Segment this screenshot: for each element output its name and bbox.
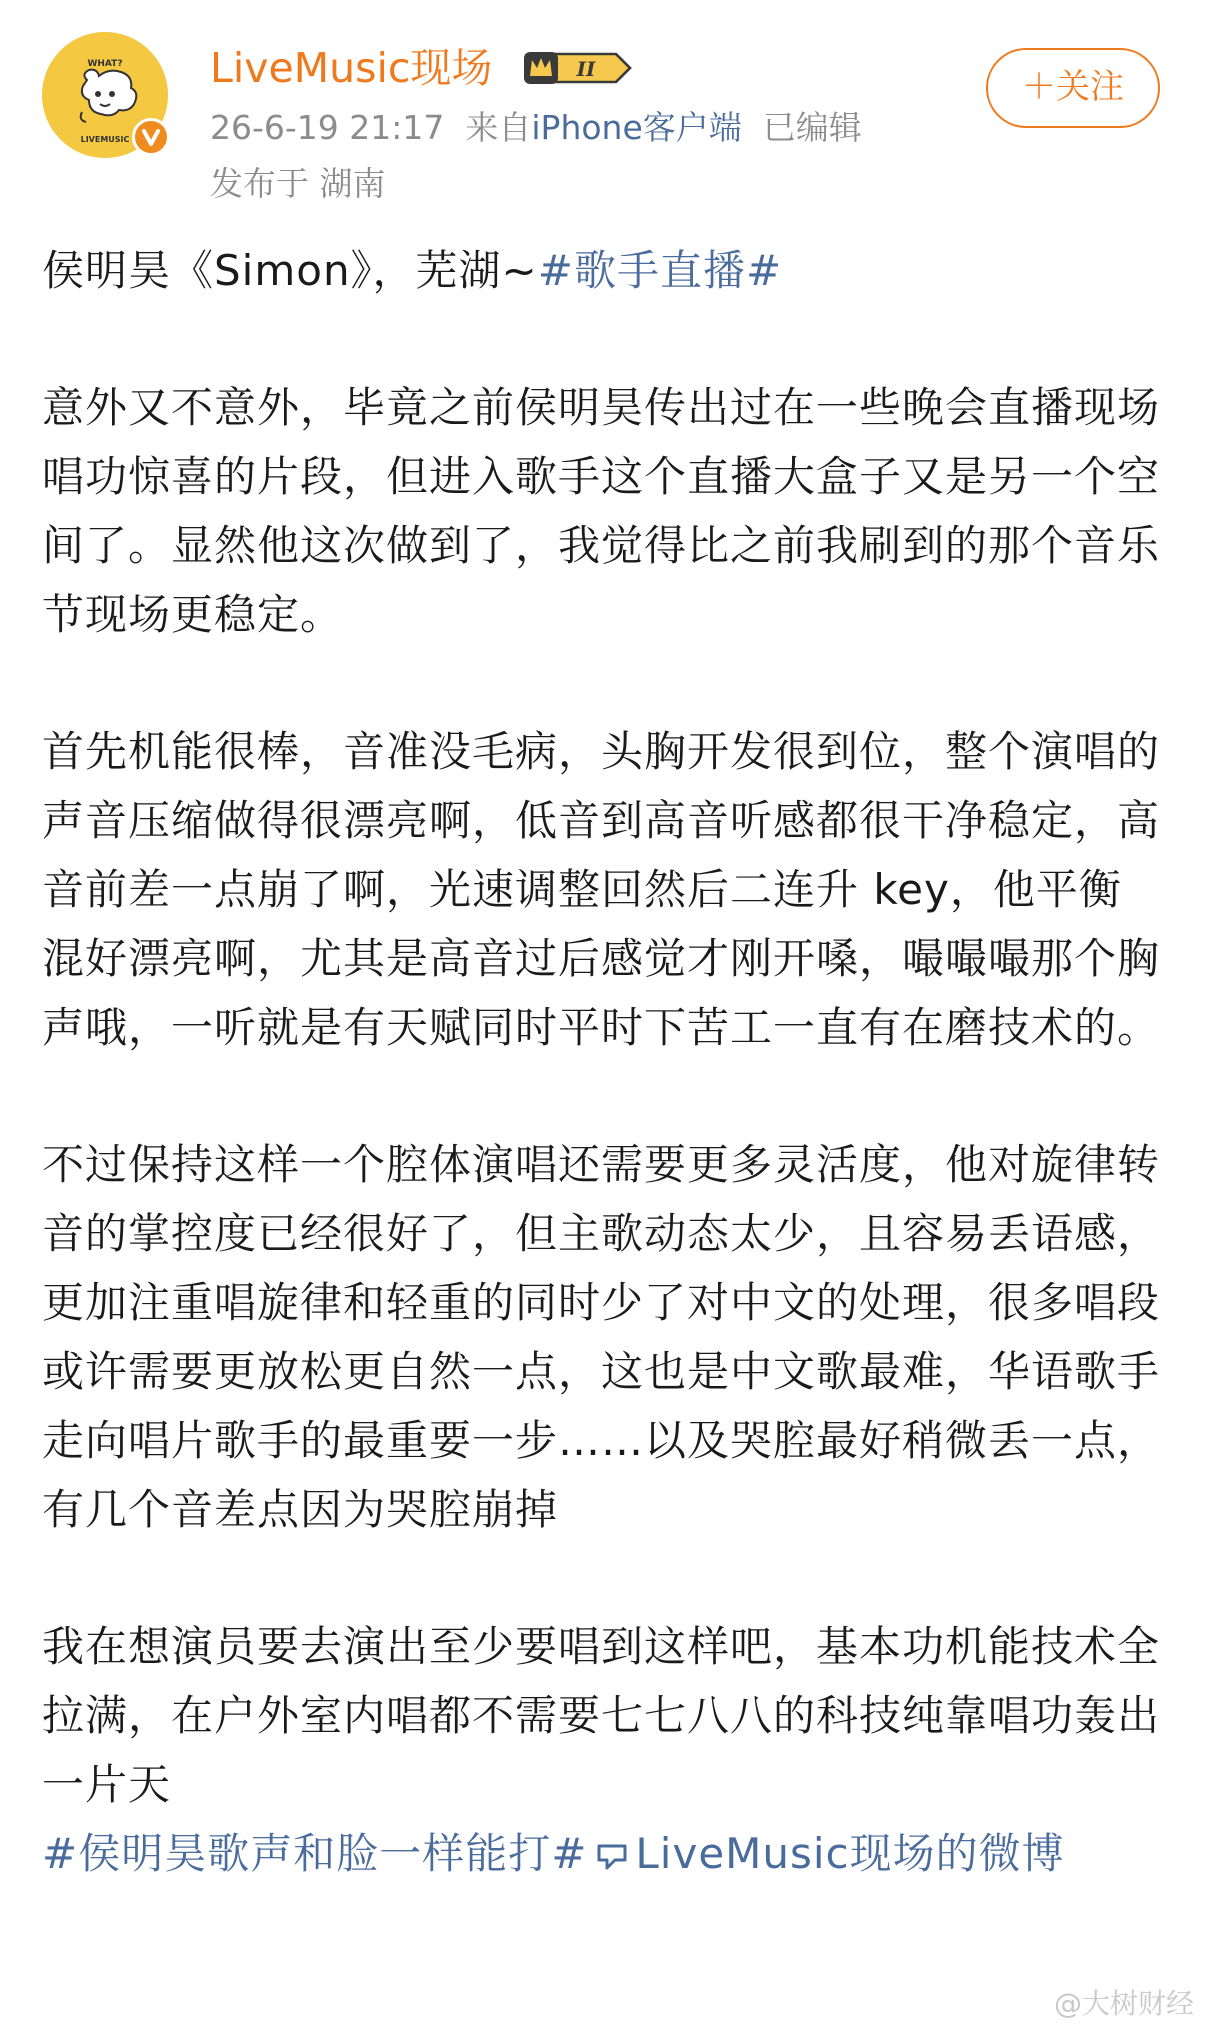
- edited-label[interactable]: 已编辑: [762, 108, 862, 147]
- paragraph-5-text: 我在想演员要去演出至少要唱到这样吧，基本功机能技术全拉满，在户外室内唱都不需要七七八八的科技纯靠唱功轰出一片天: [42, 1622, 1161, 1809]
- paragraph-3: 首先机能很棒，音准没毛病，头胸开发很到位，整个演唱的声音压缩做得很漂亮啊，低音到高音听感都很干净稳定，高音前差一点崩了啊，光速调整回然后二连升 key，他平衡混好漂亮啊，尤其是高音过后感觉才刚开嗓，嘬嘬嘬那个胸声哦，一听就是有天赋同时平时下苦工一直有在磨技术的。: [42, 727, 1161, 1052]
- from-prefix: 来自: [465, 108, 532, 147]
- follow-button[interactable]: ＋关注: [986, 48, 1160, 128]
- author-weibo-link[interactable]: LiveMusic现场的微博: [635, 1829, 1065, 1878]
- paragraph-1-text: 侯明昊《Simon》，芜湖~: [42, 246, 538, 295]
- avatar-text-bottom: LIVEMUSIC: [80, 135, 130, 144]
- author-name[interactable]: LiveMusic现场: [210, 44, 493, 92]
- level-text: II: [576, 57, 596, 81]
- link-card-icon: [595, 1825, 633, 1894]
- paragraph-2: 意外又不意外，毕竟之前侯明昊传出过在一些晚会直播现场唱功惊喜的片段，但进入歌手这个直播大盒子又是另一个空间了。显然他这次做到了，我觉得比之前我刷到的那个音乐节现场更稳定。: [42, 383, 1161, 639]
- post-meta: [210, 106, 862, 150]
- post-location: 发布于 湖南: [210, 164, 386, 203]
- level-badge: [520, 46, 636, 90]
- verified-v-icon: [132, 118, 170, 156]
- crown-level-icon: [520, 46, 636, 90]
- watermark: @大树财经: [1053, 1987, 1194, 2020]
- paragraph-5: [42, 1612, 1162, 1894]
- paragraph-4: 不过保持这样一个腔体演唱还需要更多灵活度，他对旋律转音的掌控度已经很好了，但主歌动态太少，且容易丢语感，更加注重唱旋律和轻重的同时少了对中文的处理，很多唱段或许需要更放松更自然一点，这也是中文歌最难，华语歌手走向唱片歌手的最重要一步……以及哭腔最好稍微丢一点，有几个音差点因为哭腔崩掉: [42, 1140, 1161, 1534]
- footer-hashtag-link[interactable]: #侯明昊歌声和脸一样能打#: [42, 1829, 588, 1878]
- paragraph-1: [42, 236, 1162, 305]
- client-link[interactable]: iPhone客户端: [531, 108, 742, 147]
- avatar-text-top: WHAT?: [87, 59, 123, 69]
- post-body: [42, 236, 1162, 1894]
- post-header: [0, 0, 1206, 203]
- post-time: 26-6-19 21:17: [210, 108, 445, 147]
- hashtag-link[interactable]: #歌手直播#: [537, 246, 783, 295]
